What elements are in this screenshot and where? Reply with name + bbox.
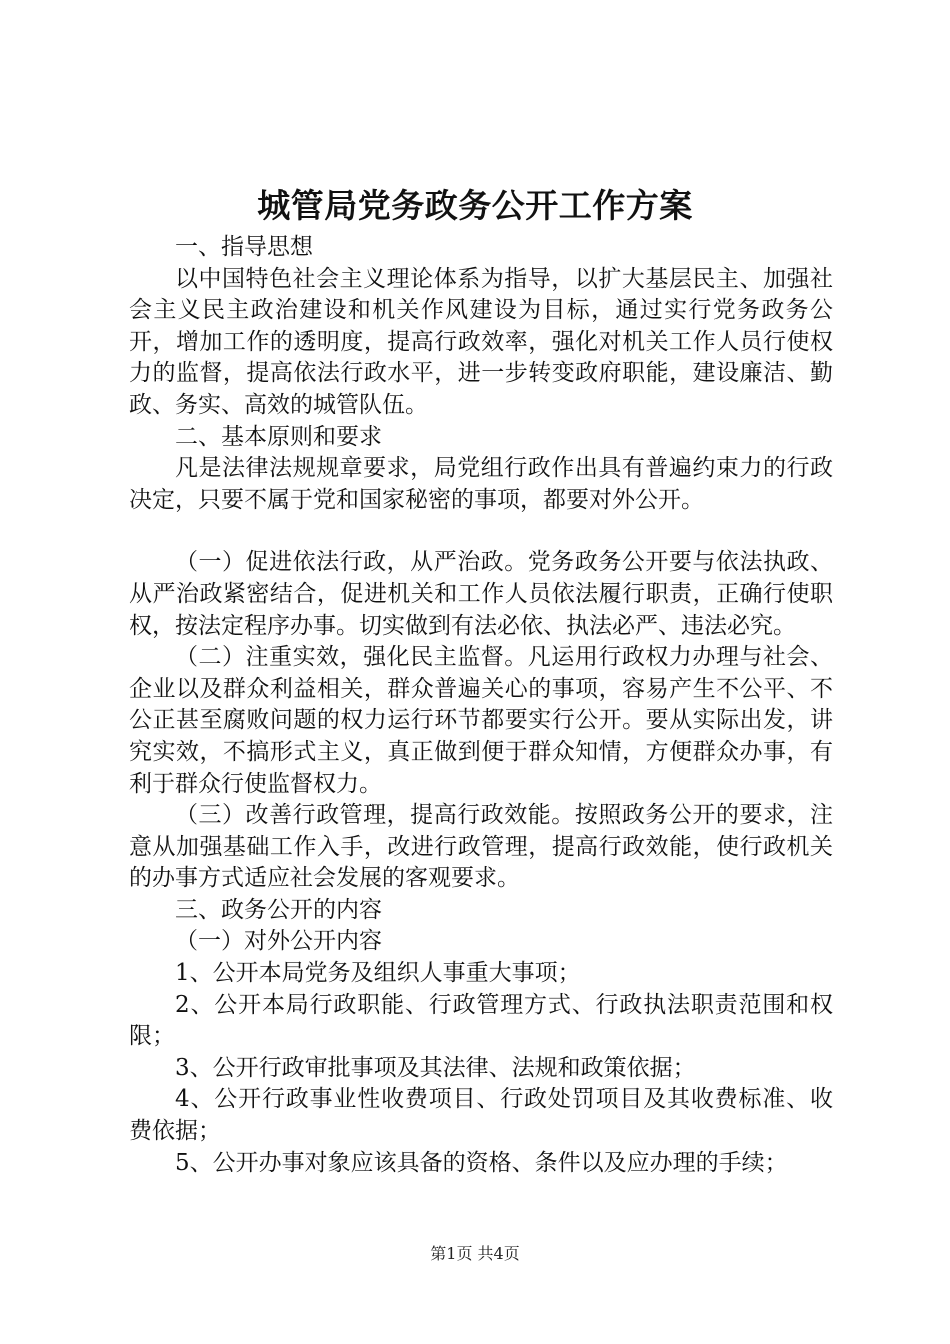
page-number-footer: 第1页 共4页 [430, 1244, 520, 1263]
paragraph-principle-1: （一）促进依法行政，从严治政。党务政务公开要与依法执政、从严治政紧密结合，促进机关和工作人员依法履行职责，正确行使职权，按法定程序办事。切实做到有法必依、执法必严、违法必究。 [129, 549, 833, 639]
document-title: 城管局党务政务公开工作方案 [257, 186, 693, 225]
list-item: 4、公开行政事业性收费项目、行政处罚项目及其收费标准、收费依据； [129, 1086, 833, 1145]
paragraph-principle-3: （三）改善行政管理，提高行政效能。按照政务公开的要求，注意从加强基础工作入手，改进行政管理，提高行政效能，使行政机关的办事方式适应社会发展的客观要求。 [129, 802, 833, 892]
section-heading-principles: 二、基本原则和要求 [175, 423, 382, 450]
paragraph-principle-2: （二）注重实效，强化民主监督。凡运用行政权力办理与社会、企业以及群众利益相关，群众普遍关心的事项，容易产生不公平、不公正甚至腐败问题的权力运行环节都要实行公开。要从实际出发，讲究实效，不搞形式主义，真正做到便于群众知情，方便群众办事，有利于群众行使监督权力。 [129, 644, 833, 797]
paragraph-guiding-ideology: 以中国特色社会主义理论体系为指导，以扩大基层民主、加强社会主义民主政治建设和机关作风建设为目标，通过实行党务政务公开，增加工作的透明度，提高行政效率，强化对机关工作人员行使权力的监督，提高依法行政水平，进一步转变政府职能，建设廉洁、勤政、务实、高效的城管队伍。 [129, 265, 833, 418]
document-body [129, 232, 833, 1179]
list-item: 3、公开行政审批事项及其法律、法规和政策依据； [175, 1054, 696, 1081]
section-heading-guiding-ideology: 一、指导思想 [175, 234, 313, 260]
section-heading-content: 三、政务公开的内容 [175, 896, 382, 923]
list-item: 5、公开办事对象应该具备的资格、条件以及应办理的手续； [175, 1149, 788, 1176]
list-item: 2、公开本局行政职能、行政管理方式、行政执法职责范围和权限； [129, 991, 833, 1050]
paragraph-principles: 凡是法律法规规章要求，局党组行政作出具有普遍约束力的行政决定，只要不属于党和国家秘密的事项，都要对外公开。 [129, 455, 833, 513]
list-item: 1、公开本局党务及组织人事重大事项； [175, 960, 581, 987]
subsection-heading-external: （一）对外公开内容 [175, 928, 382, 955]
